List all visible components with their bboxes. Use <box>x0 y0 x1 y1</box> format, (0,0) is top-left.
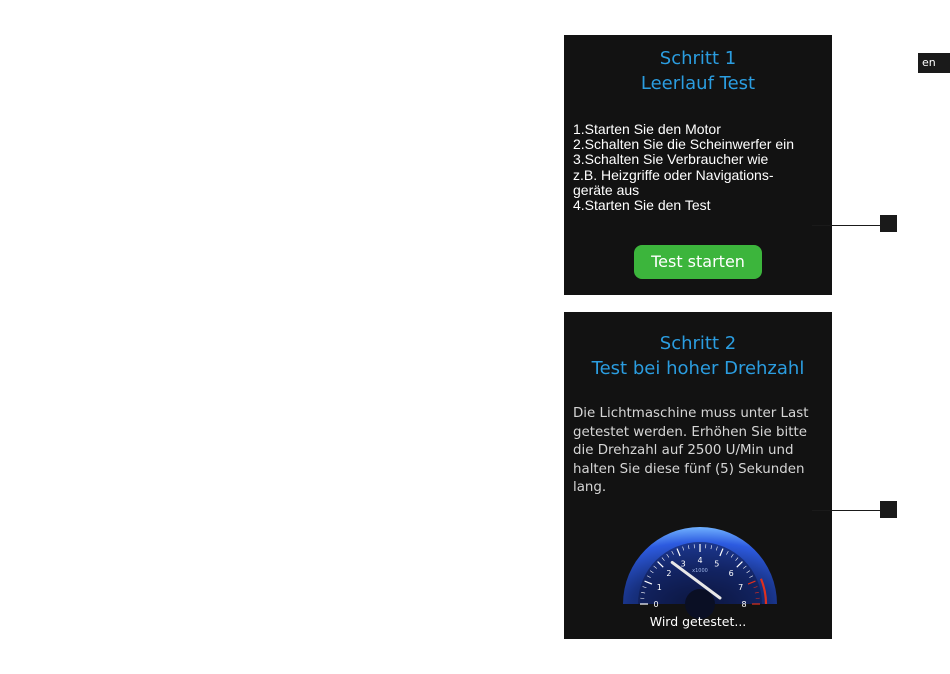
callout-marker-1 <box>880 215 897 232</box>
description-line: lang. <box>573 480 607 495</box>
step1-title-line1: Schritt 1 <box>659 48 737 69</box>
step2-title <box>564 312 832 381</box>
start-test-button[interactable]: Test starten <box>634 245 762 279</box>
gauge-tick-label: 7 <box>738 583 744 593</box>
step2-screen <box>564 312 832 639</box>
step2-title-line2: Test bei hoher Drehzahl <box>591 358 805 379</box>
instruction-line: 2.Schalten Sie die Scheinwerfer ein <box>573 136 795 153</box>
step1-title <box>564 35 832 96</box>
language-badge: en <box>918 53 950 73</box>
step1-title-line2: Leerlauf Test <box>640 73 756 94</box>
instruction-line: 4.Starten Sie den Test <box>573 197 711 214</box>
instruction-line: z.B. Heizgriffe oder Navigations- <box>573 166 774 183</box>
step2-title-line1: Schritt 2 <box>659 333 737 354</box>
description-line: halten Sie diese fünf (5) Sekunden <box>573 461 805 477</box>
description-line: getestet werden. Erhöhen Sie bitte <box>573 424 807 440</box>
callout-line-2 <box>812 510 880 511</box>
description-line: Die Lichtmaschine muss unter Last <box>573 406 809 421</box>
gauge-tick-label: 3 <box>680 559 686 569</box>
instruction-line: geräte aus <box>573 181 640 198</box>
step2-description <box>573 405 829 498</box>
gauge-unit-label: x1000 <box>692 568 708 574</box>
gauge-tick-label: 2 <box>666 568 672 578</box>
callout-line-1 <box>812 225 880 226</box>
gauge-tick-label: 5 <box>714 559 720 569</box>
gauge-tick-label: 8 <box>741 600 747 609</box>
gauge-tick-label: 0 <box>653 600 659 609</box>
step1-screen <box>564 35 832 295</box>
gauge-tick-label: 1 <box>656 583 662 593</box>
instruction-line: 1.Starten Sie den Motor <box>573 121 721 137</box>
description-line: die Drehzahl auf 2500 U/Min und <box>573 443 794 458</box>
instruction-line: 3.Schalten Sie Verbraucher wie <box>573 151 769 168</box>
tachometer-gauge <box>620 522 780 609</box>
step1-instructions <box>573 122 794 213</box>
gauge-tick-label: 6 <box>728 568 734 578</box>
gauge-tick-label: 4 <box>697 556 703 565</box>
test-status-text: Wird getestet... <box>649 614 747 629</box>
callout-marker-2 <box>880 501 897 518</box>
